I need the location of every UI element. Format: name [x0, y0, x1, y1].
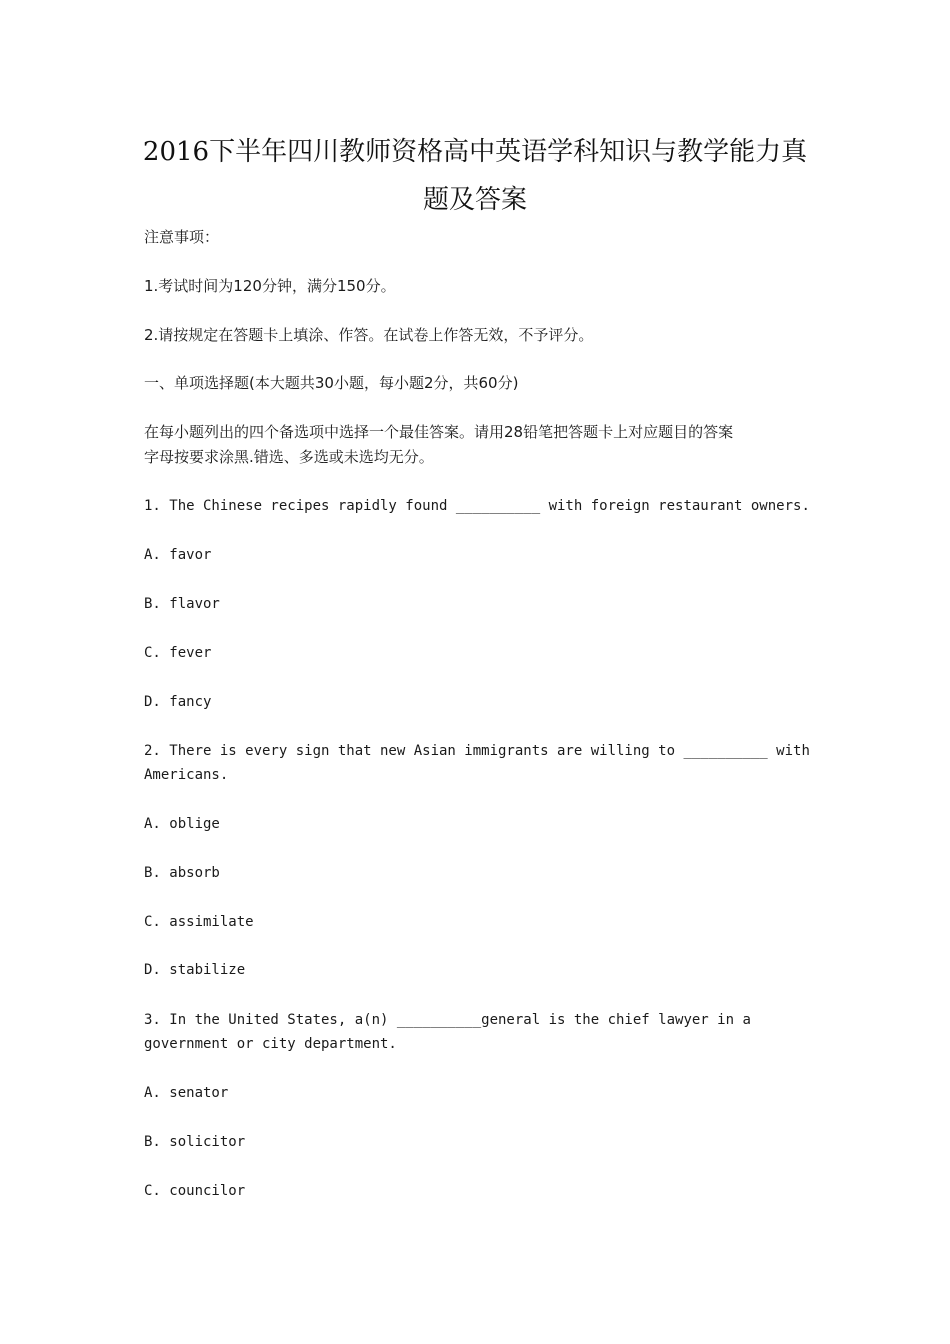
- question-3-option-c: C. councilor: [144, 1183, 246, 1199]
- question-2-stem-line-1: 2. There is every sign that new Asian immigrants are willing to __________ with: [144, 743, 810, 759]
- question-1-stem: 1. The Chinese recipes rapidly found __________ with foreign restaurant owners.: [144, 498, 810, 514]
- question-2-option-c: C. assimilate: [144, 914, 254, 930]
- notice-heading: 注意事项：: [144, 228, 220, 246]
- question-2-option-a: A. oblige: [144, 816, 220, 832]
- document-title-line-2: 题及答案: [422, 185, 527, 215]
- document-title-line-1: 2016下半年四川教师资格高中英语学科知识与教学能力真: [142, 137, 808, 167]
- question-1-option-b: B. flavor: [144, 596, 220, 612]
- section-heading: 一、单项选择题(本大题共30小题，每小题2分，共60分): [144, 374, 519, 392]
- notice-item-1: 1.考试时间为120分钟，满分150分。: [144, 277, 396, 295]
- section-instructions-line-1: 在每小题列出的四个备选项中选择一个最佳答案。请用28铅笔把答题卡上对应题目的答案: [144, 423, 734, 441]
- question-2-stem-line-2: Americans.: [144, 767, 229, 783]
- notice-item-2: 2.请按规定在答题卡上填涂、作答。在试卷上作答无效，不予评分。: [144, 326, 594, 344]
- question-3-stem-line-2: government or city department.: [144, 1036, 397, 1052]
- section-instructions-line-2: 字母按要求涂黑.错选、多选或未选均无分。: [144, 448, 434, 466]
- question-3-stem-line-1: 3. In the United States, a(n) __________general is the chief lawyer in a: [144, 1012, 751, 1028]
- question-3-option-a: A. senator: [144, 1085, 229, 1101]
- question-2-option-d: D. stabilize: [144, 962, 246, 978]
- question-1-option-a: A. favor: [144, 547, 212, 563]
- question-1-option-d: D. fancy: [144, 694, 212, 710]
- question-1-option-c: C. fever: [144, 645, 212, 661]
- question-3-option-b: B. solicitor: [144, 1134, 246, 1150]
- question-2-option-b: B. absorb: [144, 865, 220, 881]
